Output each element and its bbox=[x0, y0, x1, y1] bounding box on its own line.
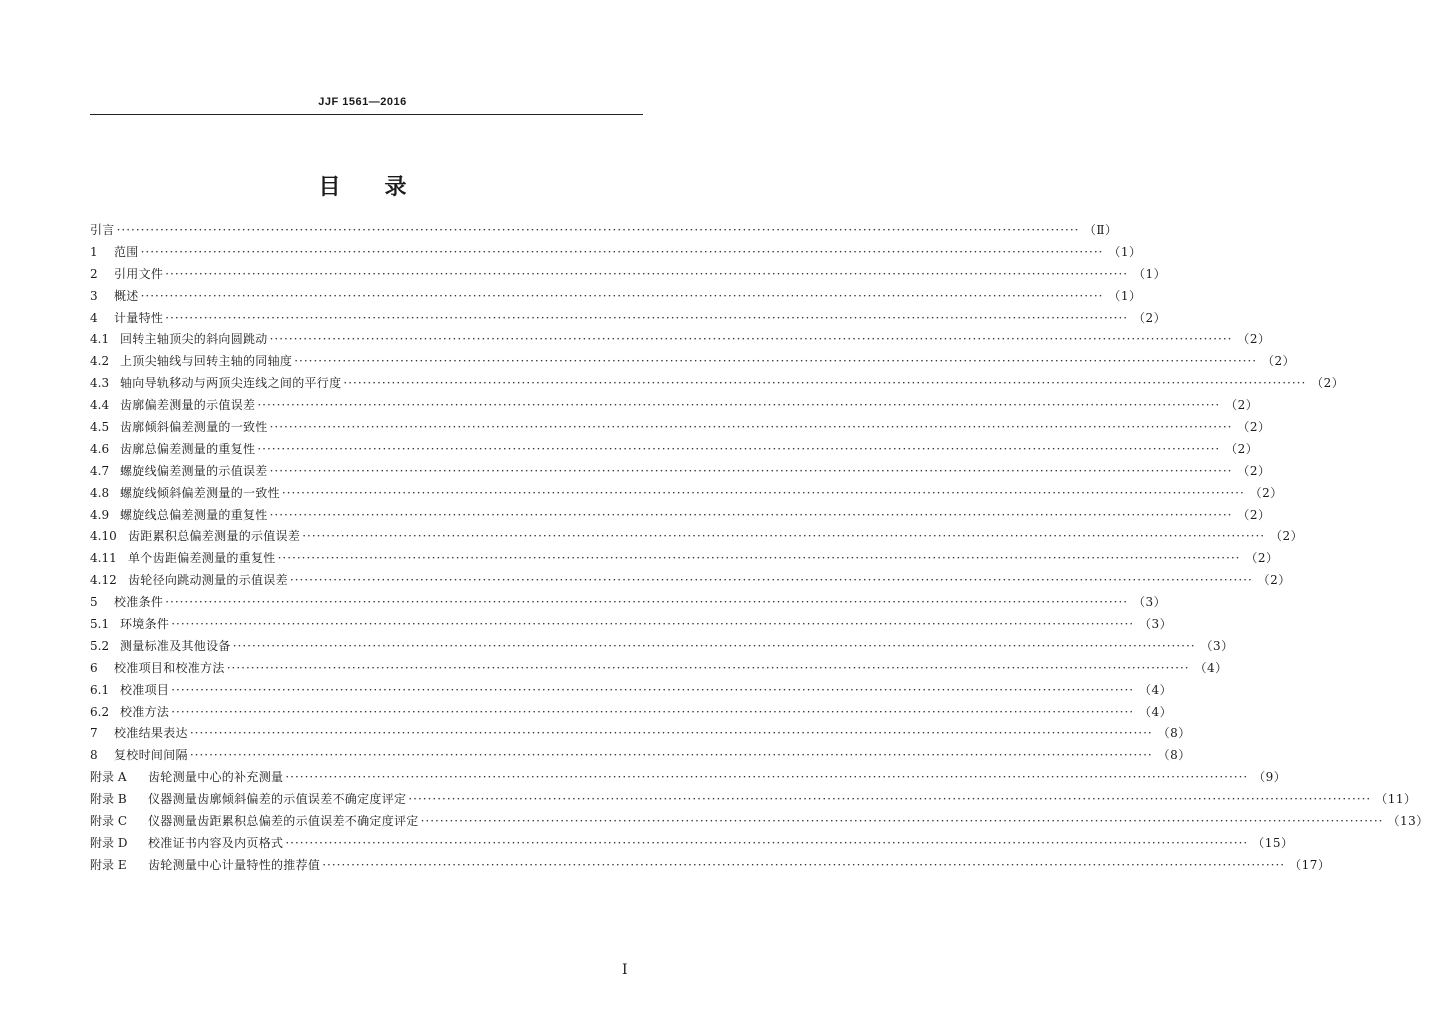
toc-entry-title: 引用文件 bbox=[114, 266, 164, 281]
toc-entry-title: 螺旋线倾斜偏差测量的一致性 bbox=[120, 485, 280, 500]
toc-entry-number: 4.8 bbox=[90, 485, 110, 500]
toc-entry-title: 仪器测量齿距累积总偏差的示值误差不确定度评定 bbox=[148, 814, 419, 829]
toc-entry-page: （4） bbox=[1138, 682, 1173, 697]
toc-entry[interactable] bbox=[90, 351, 1296, 373]
toc-entry-title: 螺旋线总偏差测量的重复性 bbox=[120, 507, 268, 522]
toc-entry-number: 3 bbox=[90, 288, 98, 303]
toc-entry-page: （2） bbox=[1237, 463, 1271, 478]
toc-entry-number: 4.7 bbox=[90, 463, 110, 478]
toc-leader-dots: ········································································································································································································ bbox=[189, 726, 1153, 741]
toc-entry-title: 校准证书内容及内页格式 bbox=[148, 835, 284, 850]
toc-leader-dots: ········································································································································································································ bbox=[285, 770, 1249, 785]
toc-entry[interactable] bbox=[90, 833, 1294, 855]
toc-entry-page: （9） bbox=[1253, 770, 1287, 785]
toc-entry[interactable] bbox=[90, 308, 1167, 330]
toc-entry-title: 校准方法 bbox=[120, 704, 170, 719]
toc-entry-title: 齿廓总偏差测量的重复性 bbox=[120, 441, 256, 456]
page-title: 目录 bbox=[318, 175, 451, 200]
toc-entry-page: （2） bbox=[1261, 354, 1296, 369]
toc-leader-dots: ········································································································································································································ bbox=[269, 507, 1233, 522]
toc-entry-title: 校准项目和校准方法 bbox=[114, 660, 225, 675]
toc-entry-page: （4） bbox=[1138, 704, 1173, 719]
toc-leader-dots: ········································································································································································································ bbox=[408, 792, 1372, 807]
toc-entry-number: 附录 C bbox=[90, 814, 127, 829]
toc-entry[interactable] bbox=[90, 329, 1271, 351]
table-of-contents bbox=[90, 220, 1429, 877]
toc-leader-dots: ········································································································································································································ bbox=[189, 748, 1153, 763]
toc-leader-dots: ········································································································································································································ bbox=[226, 660, 1190, 675]
toc-entry-number: 附录 B bbox=[90, 792, 127, 807]
toc-entry-title: 齿距累积总偏差测量的示值误差 bbox=[128, 529, 301, 544]
toc-entry-page: （3） bbox=[1200, 638, 1234, 653]
toc-leader-dots: ········································································································································································································ bbox=[171, 682, 1135, 697]
toc-leader-dots: ········································································································································································································ bbox=[171, 617, 1135, 632]
toc-entry[interactable] bbox=[90, 745, 1191, 767]
toc-entry[interactable] bbox=[90, 570, 1291, 592]
toc-entry-number: 4.2 bbox=[90, 354, 110, 369]
toc-entry-number: 5.1 bbox=[90, 617, 110, 632]
toc-entry-title: 上顶尖轴线与回转主轴的同轴度 bbox=[120, 354, 293, 369]
toc-leader-dots: ········································································································································································································ bbox=[116, 223, 1080, 237]
toc-entry[interactable] bbox=[90, 680, 1173, 702]
toc-entry-number: 6.1 bbox=[90, 682, 110, 697]
toc-entry[interactable] bbox=[90, 417, 1271, 439]
toc-entry[interactable] bbox=[90, 483, 1283, 505]
toc-leader-dots: ········································································································································································································ bbox=[165, 266, 1129, 281]
toc-entry-number: 4.5 bbox=[90, 420, 110, 435]
toc-leader-dots: ········································································································································································································ bbox=[269, 332, 1233, 347]
toc-entry-title: 回转主轴顶尖的斜向圆跳动 bbox=[120, 332, 268, 347]
toc-entry-page: （11） bbox=[1375, 792, 1417, 807]
toc-leader-dots: ········································································································································································································ bbox=[269, 463, 1233, 478]
toc-entry-page: （3） bbox=[1132, 595, 1167, 610]
toc-entry-number: 4.11 bbox=[90, 551, 117, 566]
toc-entry-page: （8） bbox=[1157, 748, 1191, 763]
toc-entry-title: 环境条件 bbox=[120, 617, 170, 632]
toc-entry-page: （1） bbox=[1132, 266, 1167, 281]
toc-entry-number: 7 bbox=[90, 726, 98, 741]
toc-entry-number: 附录 D bbox=[90, 835, 128, 850]
toc-entry[interactable] bbox=[90, 592, 1167, 614]
toc-entry-title: 引言 bbox=[90, 223, 115, 237]
toc-entry-title: 齿轮径向跳动测量的示值误差 bbox=[128, 573, 288, 588]
toc-entry-number: 5.2 bbox=[90, 638, 110, 653]
toc-leader-dots: ········································································································································································································ bbox=[269, 420, 1233, 435]
toc-entry[interactable] bbox=[90, 548, 1279, 570]
toc-entry-page: （1） bbox=[1108, 288, 1142, 303]
toc-entry[interactable] bbox=[90, 373, 1345, 395]
toc-entry-title: 计量特性 bbox=[114, 310, 164, 325]
toc-entry-page: （2） bbox=[1225, 441, 1259, 456]
toc-entry[interactable] bbox=[90, 855, 1331, 877]
toc-entry-number: 4.6 bbox=[90, 441, 110, 456]
toc-entry-page: （8） bbox=[1157, 726, 1191, 741]
toc-entry-page: （2） bbox=[1245, 551, 1279, 566]
toc-entry-number: 5 bbox=[90, 595, 98, 610]
toc-entry[interactable] bbox=[90, 811, 1429, 833]
toc-entry[interactable] bbox=[90, 461, 1271, 483]
toc-entry[interactable] bbox=[90, 264, 1167, 286]
toc-entry[interactable] bbox=[90, 789, 1417, 811]
toc-entry-title: 复校时间间隔 bbox=[114, 748, 188, 763]
toc-entry-number: 1 bbox=[90, 244, 98, 259]
toc-entry-number: 4.12 bbox=[90, 573, 117, 588]
toc-entry[interactable] bbox=[90, 658, 1228, 680]
toc-leader-dots: ········································································································································································································ bbox=[257, 441, 1221, 456]
toc-leader-dots: ········································································································································································································ bbox=[140, 288, 1104, 303]
toc-entry-page: （2） bbox=[1225, 398, 1259, 413]
toc-entry-title: 校准结果表达 bbox=[114, 726, 188, 741]
toc-entry-page: （2） bbox=[1257, 573, 1291, 588]
toc-entry[interactable] bbox=[90, 767, 1287, 789]
toc-entry[interactable] bbox=[90, 614, 1173, 636]
toc-entry-title: 范围 bbox=[114, 244, 139, 259]
toc-entry[interactable] bbox=[90, 242, 1142, 264]
toc-entry[interactable] bbox=[90, 636, 1234, 658]
toc-entry-number: 4.1 bbox=[90, 332, 110, 347]
toc-entry-page: （2） bbox=[1269, 529, 1304, 544]
toc-leader-dots: ········································································································································································································ bbox=[420, 814, 1384, 829]
toc-entry-number: 6 bbox=[90, 660, 98, 675]
toc-leader-dots: ········································································································································································································ bbox=[285, 835, 1249, 850]
toc-leader-dots: ········································································································································································································ bbox=[165, 595, 1129, 610]
toc-entry-title: 概述 bbox=[114, 288, 139, 303]
toc-entry-page: （1） bbox=[1108, 244, 1142, 259]
toc-leader-dots: ········································································································································································································ bbox=[281, 485, 1245, 500]
toc-entry-page: （2） bbox=[1311, 376, 1345, 391]
toc-entry-page: （15） bbox=[1252, 835, 1294, 850]
toc-entry[interactable] bbox=[90, 395, 1259, 417]
toc-entry-number: 4.10 bbox=[90, 529, 117, 544]
toc-entry-page: （2） bbox=[1237, 420, 1271, 435]
toc-leader-dots: ········································································································································································································ bbox=[232, 638, 1196, 653]
toc-entry[interactable] bbox=[90, 220, 1118, 242]
toc-entry-page: （17） bbox=[1289, 857, 1331, 872]
toc-leader-dots: ········································································································································································································ bbox=[277, 551, 1241, 566]
toc-entry-title: 轴向导轨移动与两顶尖连线之间的平行度 bbox=[120, 376, 342, 391]
toc-leader-dots: ········································································································································································································ bbox=[165, 310, 1129, 325]
toc-entry[interactable] bbox=[90, 702, 1173, 724]
toc-entry[interactable] bbox=[90, 723, 1191, 745]
toc-entry-title: 仪器测量齿廓倾斜偏差的示值误差不确定度评定 bbox=[148, 792, 407, 807]
toc-leader-dots: ········································································································································································································ bbox=[294, 354, 1258, 369]
toc-entry[interactable] bbox=[90, 526, 1304, 548]
toc-leader-dots: ········································································································································································································ bbox=[289, 573, 1253, 588]
toc-leader-dots: ········································································································································································································ bbox=[322, 857, 1286, 872]
toc-entry-number: 附录 E bbox=[90, 857, 127, 872]
toc-entry[interactable] bbox=[90, 505, 1271, 527]
toc-entry-title: 齿廓倾斜偏差测量的一致性 bbox=[120, 420, 268, 435]
toc-entry-page: （13） bbox=[1387, 814, 1429, 829]
toc-entry-title: 校准项目 bbox=[120, 682, 170, 697]
toc-entry-number: 4 bbox=[90, 310, 98, 325]
toc-entry-number: 6.2 bbox=[90, 704, 110, 719]
toc-entry-title: 螺旋线偏差测量的示值误差 bbox=[120, 463, 268, 478]
toc-entry-page: （3） bbox=[1138, 617, 1173, 632]
toc-entry-number: 4.3 bbox=[90, 376, 110, 391]
toc-leader-dots: ········································································································································································································ bbox=[171, 704, 1135, 719]
toc-entry-title: 齿轮测量中心计量特性的推荐值 bbox=[148, 857, 321, 872]
toc-entry-number: 8 bbox=[90, 748, 98, 763]
toc-leader-dots: ········································································································································································································ bbox=[140, 244, 1104, 259]
header-rule bbox=[90, 114, 643, 115]
toc-entry-page: （2） bbox=[1237, 507, 1271, 522]
toc-leader-dots: ········································································································································································································ bbox=[302, 529, 1266, 544]
toc-entry-number: 附录 A bbox=[90, 770, 127, 785]
toc-entry-page: （2） bbox=[1237, 332, 1271, 347]
toc-entry-page: （4） bbox=[1194, 660, 1228, 675]
toc-entry-page: （2） bbox=[1249, 485, 1283, 500]
toc-entry-page: （Ⅱ） bbox=[1083, 223, 1118, 237]
page-number: Ⅰ bbox=[622, 962, 628, 978]
toc-leader-dots: ········································································································································································································ bbox=[257, 398, 1221, 413]
toc-entry[interactable] bbox=[90, 286, 1142, 308]
toc-entry-number: 4.4 bbox=[90, 398, 110, 413]
toc-entry-number: 2 bbox=[90, 266, 98, 281]
toc-entry-title: 校准条件 bbox=[114, 595, 164, 610]
toc-entry-page: （2） bbox=[1132, 310, 1167, 325]
toc-entry[interactable] bbox=[90, 439, 1259, 461]
toc-entry-title: 齿廓偏差测量的示值误差 bbox=[120, 398, 256, 413]
toc-leader-dots: ········································································································································································································ bbox=[343, 376, 1307, 391]
standard-code-header: JJF 1561—2016 bbox=[318, 96, 407, 108]
toc-entry-title: 单个齿距偏差测量的重复性 bbox=[128, 551, 276, 566]
toc-entry-title: 齿轮测量中心的补充测量 bbox=[148, 770, 284, 785]
toc-entry-title: 测量标准及其他设备 bbox=[120, 638, 231, 653]
toc-entry-number: 4.9 bbox=[90, 507, 110, 522]
